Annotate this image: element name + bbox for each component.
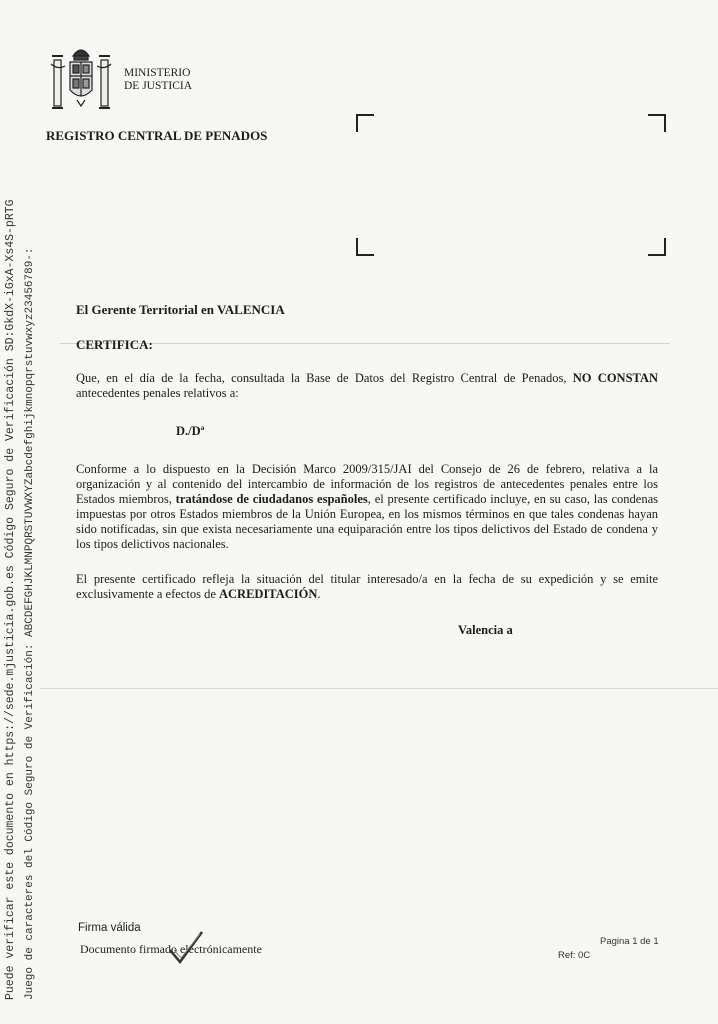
signature-valid-label: Firma válida — [78, 922, 141, 934]
para1-bold: NO CONSTAN — [572, 371, 658, 385]
barcode-frame — [356, 114, 666, 256]
holder-name: D./Dª — [176, 424, 205, 438]
para2-end: , el presente certificado incluye, en su caso, las condenas impuestas por otros Estados miembros de la Unión Europea, en los mismos términos en que tales condenas hayan sido notificadas, sin que exista necesariamente una equiparación entre los tipos delictivos del Estado de condena y los tipos delictivos nacionales. — [76, 492, 658, 551]
page-number: Pagina 1 de 1 — [600, 936, 659, 947]
signed-document-text: Documento firmado electrónicamente — [80, 942, 262, 956]
verification-margin — [0, 0, 48, 1024]
para3-bold: ACREDITACIÓN — [219, 587, 318, 601]
para3-end: . — [317, 587, 321, 601]
coat-of-arms-icon — [46, 40, 116, 120]
reference-code: Ref: 0C — [558, 950, 591, 961]
para2-start: Conforme a lo dispuesto en la Decisión Marco 2009/315/JAI del Consejo de 26 de febrero, relativa a la organización y al contenido del intercambio de información de los registros de antecedentes penales entre los Estados miembros, — [76, 462, 658, 506]
manager-line: El Gerente Territorial en VALENCIA — [76, 302, 285, 317]
paragraph-3 — [76, 572, 658, 602]
para2-bold: tratándose de ciudadanos españoles — [175, 492, 368, 506]
ministry-line-2: DE JUSTICIA — [124, 80, 193, 92]
frame-corner-bottom-left — [356, 238, 374, 256]
frame-corner-top-right — [648, 114, 666, 132]
ministry-name — [124, 67, 192, 93]
verification-url-text: Puede verificar este documento en https://sede.mjusticia.gob.es Código Seguro de Verificación SD:GkdX-iGxA-Xs4S-pRTG — [4, 199, 17, 1000]
ministry-line-1: MINISTERIO — [124, 67, 191, 79]
verification-charset-text: Juego de caracteres del Código Seguro de Verificación: ABCDEFGHJKLMNPQRSTUVWXYZabcdefghijkmnopqrstuvwxyz23456789-: — [24, 247, 36, 1000]
frame-corner-top-left — [356, 114, 374, 132]
certifies-heading: CERTIFICA: — [76, 337, 153, 352]
frame-corner-bottom-right — [648, 238, 666, 256]
paper-fold-line — [40, 688, 718, 689]
para1-text: Que, en el día de la fecha, consultada la Base de Datos del Registro Central de Penados, — [76, 371, 567, 385]
registry-title: REGISTRO CENTRAL DE PENADOS — [46, 128, 268, 143]
place-date: Valencia a — [458, 623, 513, 637]
para1-end: antecedentes penales relativos a: — [76, 386, 239, 400]
paragraph-1 — [76, 371, 658, 401]
signature-check-icon — [166, 928, 206, 968]
para3-start: El presente certificado refleja la situación del titular interesado/a en la fecha de su expedición y se emite exclusivamente a efectos de — [76, 572, 658, 601]
paragraph-2 — [76, 462, 658, 552]
